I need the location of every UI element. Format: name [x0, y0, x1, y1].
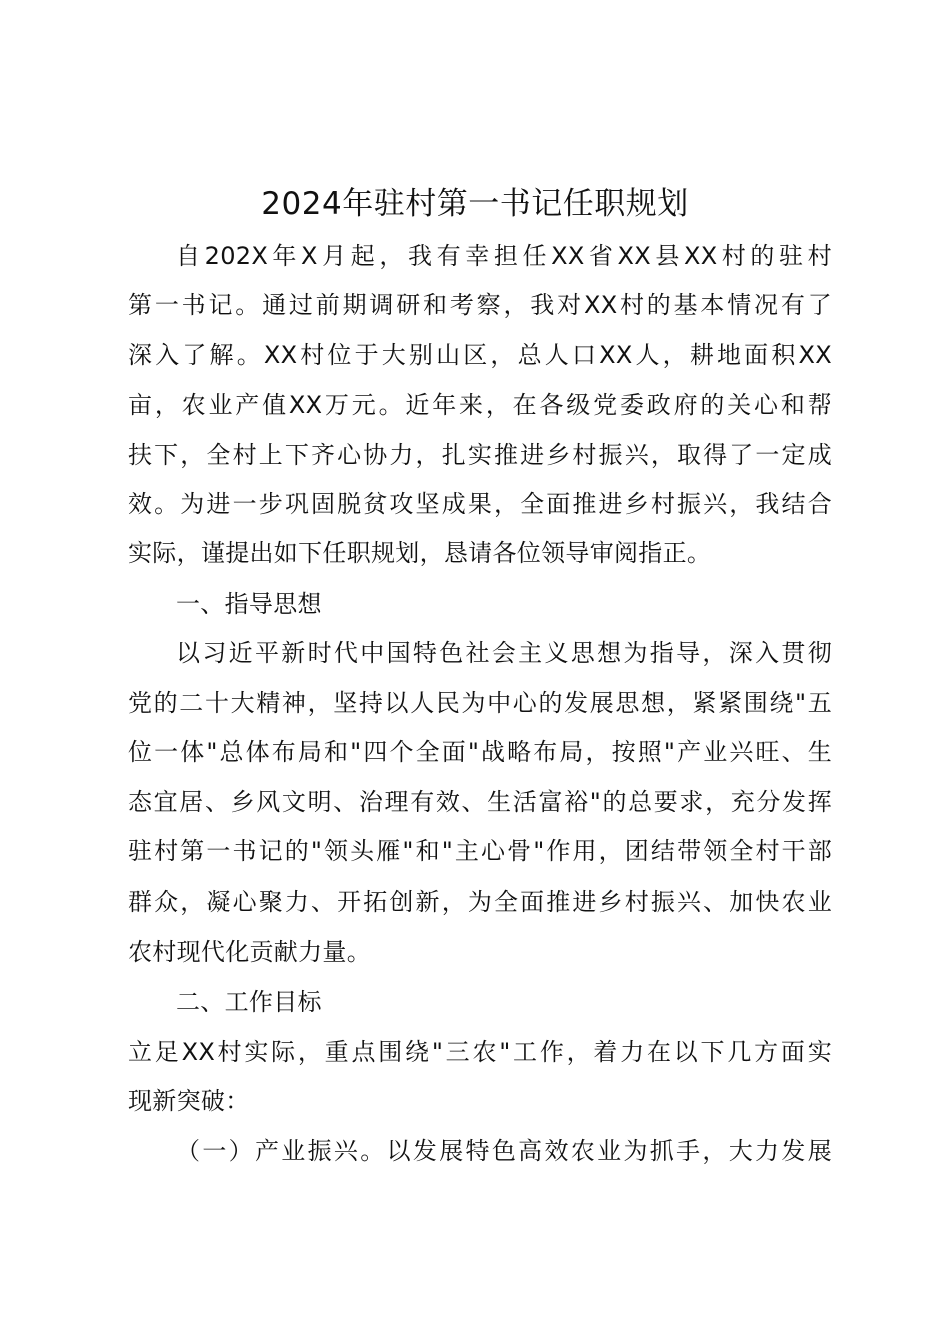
- paragraph-line: 第一书记。通过前期调研和考察，我对XX村的基本情况有了: [128, 291, 832, 319]
- paragraph-line: 自202X年X月起，我有幸担任XX省XX县XX村的驻村: [176, 242, 832, 270]
- paragraph-line: 以习近平新时代中国特色社会主义思想为指导，深入贯彻: [176, 639, 832, 667]
- paragraph-line: 立足XX村实际，重点围绕"三农"工作，着力在以下几方面实: [128, 1038, 832, 1066]
- paragraph-line: 深入了解。XX村位于大别山区，总人口XX人，耕地面积XX: [128, 341, 832, 369]
- paragraph-line: 效。为进一步巩固脱贫攻坚成果，全面推进乡村振兴，我结合: [128, 490, 832, 518]
- paragraph-line: 现新突破：: [128, 1087, 250, 1115]
- paragraph-line: 实际，谨提出如下任职规划，恳请各位领导审阅指正。: [128, 539, 712, 567]
- paragraph-line: 农村现代化贡献力量。: [128, 938, 371, 966]
- section-heading: 二、工作目标: [176, 988, 322, 1016]
- paragraph-line: 扶下，全村上下齐心协力，扎实推进乡村振兴，取得了一定成: [128, 441, 832, 469]
- paragraph-line: 位一体"总体布局和"四个全面"战略布局，按照"产业兴旺、生: [128, 738, 832, 766]
- paragraph-line: 驻村第一书记的"领头雁"和"主心骨"作用，团结带领全村干部: [128, 837, 832, 865]
- paragraph-line: （一）产业振兴。以发展特色高效农业为抓手，大力发展: [176, 1137, 832, 1165]
- paragraph-line: 群众，凝心聚力、开拓创新，为全面推进乡村振兴、加快农业: [128, 888, 832, 916]
- section-heading: 一、指导思想: [176, 590, 322, 618]
- paragraph-line: 党的二十大精神，坚持以人民为中心的发展思想，紧紧围绕"五: [128, 689, 832, 717]
- document-title: 2024年驻村第一书记任职规划: [261, 186, 689, 222]
- paragraph-line: 亩，农业产值XX万元。近年来，在各级党委政府的关心和帮: [128, 391, 832, 419]
- paragraph-line: 态宜居、乡风文明、治理有效、生活富裕"的总要求，充分发挥: [128, 788, 832, 816]
